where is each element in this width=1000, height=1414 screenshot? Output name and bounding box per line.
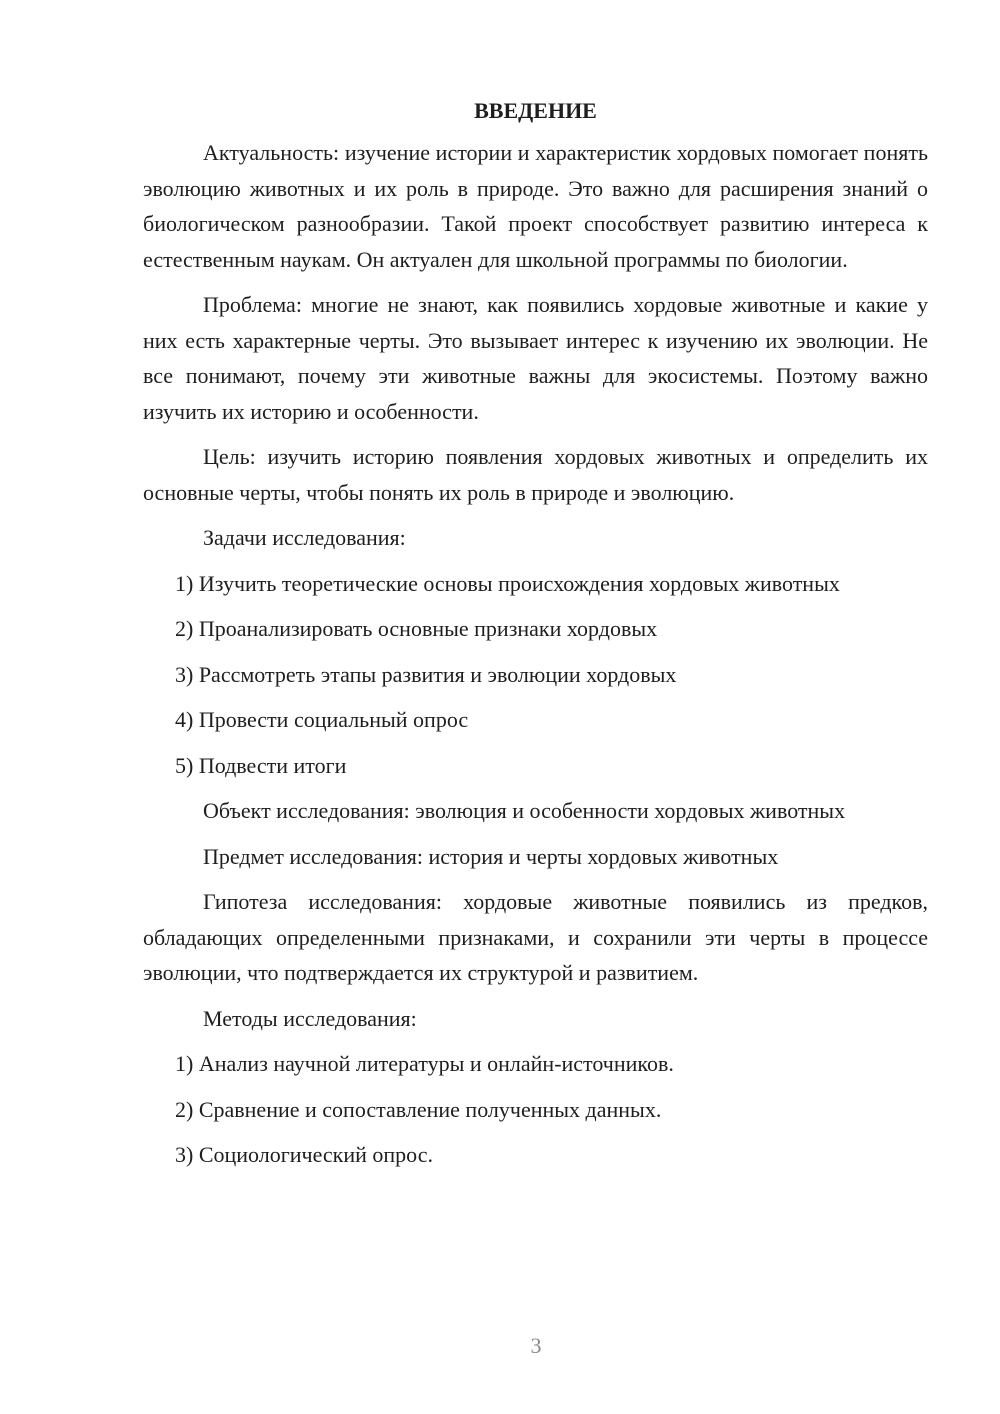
section-title: ВВЕДЕНИЕ (474, 98, 597, 123)
goal-paragraph: Цель: изучить историю появления хордовых животных и определить их основные черты, чтобы понять их роль в природе и эволюцию. (143, 444, 928, 505)
page-content (143, 96, 928, 1183)
task-item: 1) Изучить теоретические основы происхождения хордовых животных (175, 570, 840, 596)
method-item: 1) Анализ научной литературы и онлайн-источников. (175, 1051, 674, 1076)
methods-heading: Методы исследования: (203, 1005, 417, 1031)
task-item: 2) Проанализировать основные признаки хордовых (175, 616, 658, 641)
task-item: 4) Провести социальный опрос (175, 707, 469, 732)
method-item: 2) Сравнение и сопоставление полученных данных. (175, 1096, 662, 1122)
research-subject: Предмет исследования: история и черты хордовых животных (203, 843, 779, 869)
task-item: 3) Рассмотреть этапы развития и эволюции хордовых (175, 661, 677, 687)
hypothesis-paragraph: Гипотеза исследования: хордовые животные появились из предков, обладающих определенными признаками, и сохранили эти черты в процессе эволюции, что подтверждается их структурой и развитием. (143, 889, 928, 985)
tasks-heading: Задачи исследования: (203, 525, 406, 550)
method-item: 3) Социологический опрос. (175, 1142, 433, 1167)
relevance-paragraph: Актуальность: изучение истории и характеристик хордовых помогает понять эволюцию животных и их роль в природе. Это важно для расширения знаний о биологическом разнообразии. Такой проект способствует развитию интереса к естественным наукам. Он актуален для школьной программы по биологии. (143, 140, 928, 272)
task-item: 5) Подвести итоги (175, 752, 347, 778)
problem-paragraph: Проблема: многие не знают, как появились хордовые животные и какие у них есть характерные черты. Это вызывает интерес к изучению их эволюции. Не все понимают, почему эти животные важны для экосистемы. Поэтому важно изучить их историю и особенности. (143, 292, 928, 424)
page-number: 3 (530, 1333, 542, 1358)
research-object: Объект исследования: эволюция и особенности хордовых животных (203, 798, 846, 823)
